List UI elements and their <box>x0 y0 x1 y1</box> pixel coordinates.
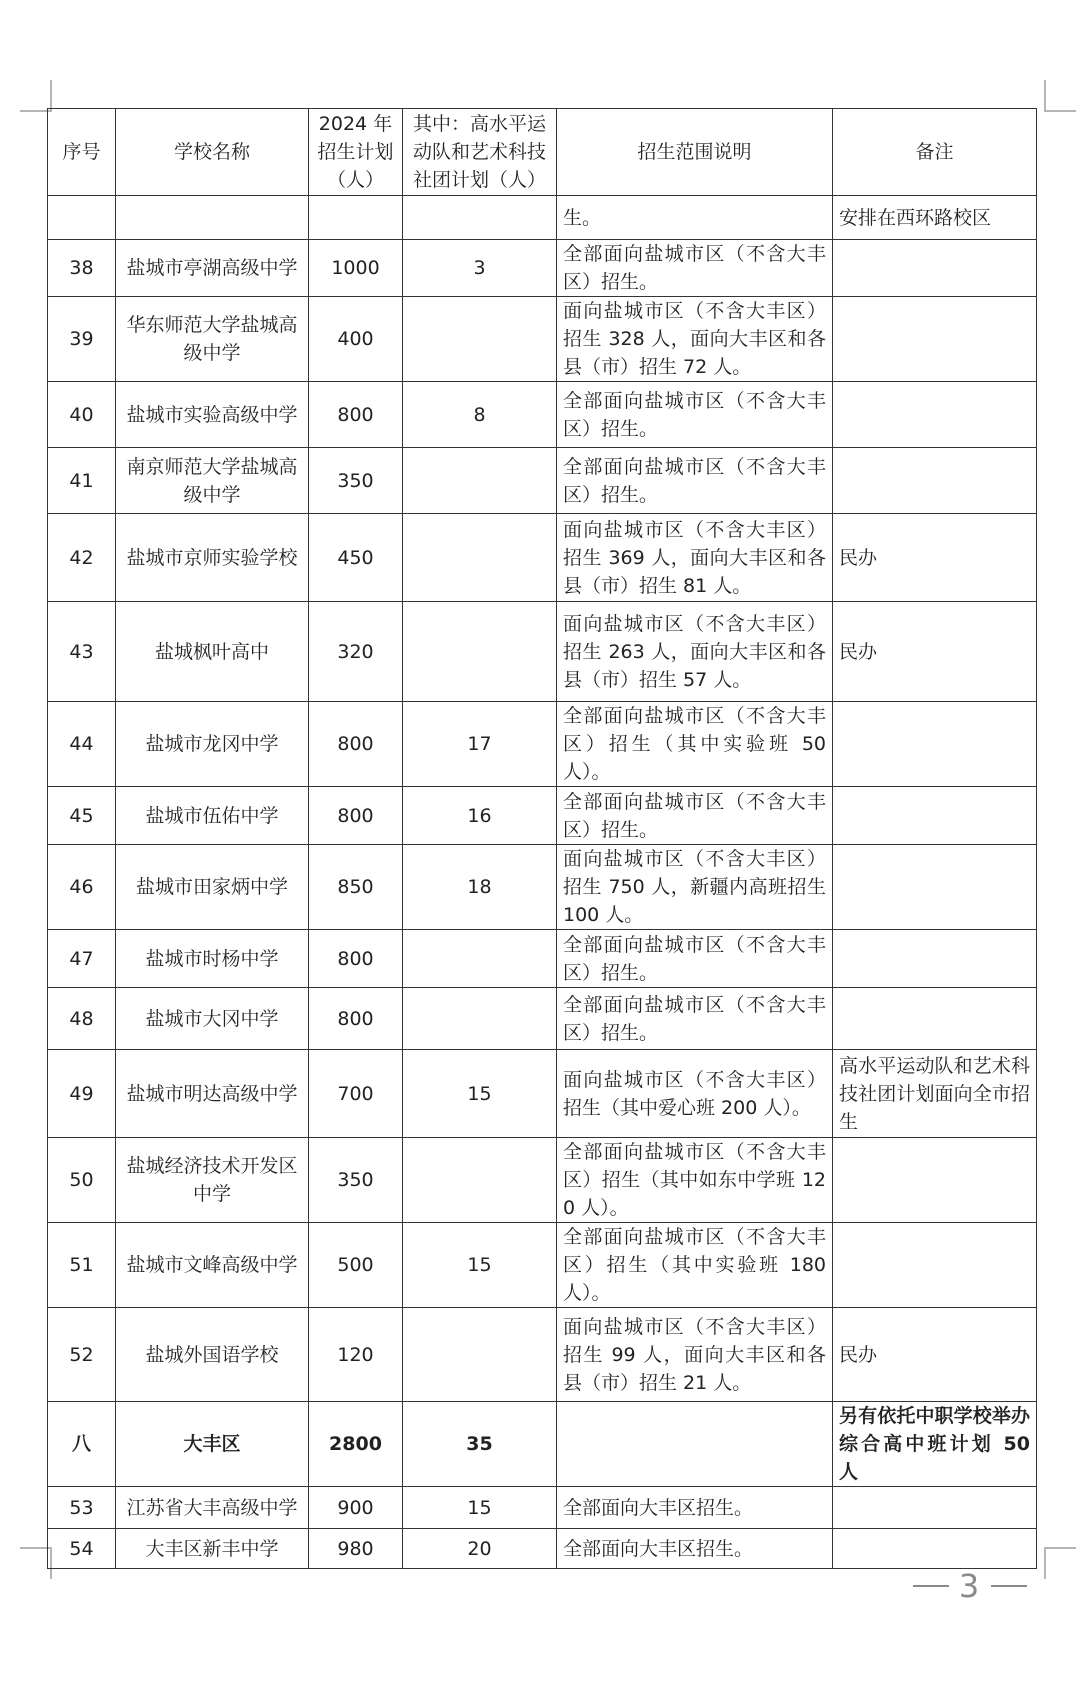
cell-special-plan: 35 <box>403 1402 557 1487</box>
cell-plan: 120 <box>309 1308 403 1402</box>
table-row <box>48 930 1037 988</box>
table-row <box>48 1308 1037 1402</box>
cell-plan: 850 <box>309 845 403 930</box>
table-row <box>48 602 1037 702</box>
cell-school-name: 盐城市时杨中学 <box>116 930 309 988</box>
cell-seq <box>48 196 116 240</box>
cell-scope: 全部面向盐城市区（不含大丰区）招生。 <box>557 448 833 514</box>
cell-scope: 面向盐城市区（不含大丰区）招生 750 人，新疆内高班招生 100 人。 <box>557 845 833 930</box>
table-header-row <box>48 109 1037 196</box>
cell-scope: 全部面向盐城市区（不含大丰区）招生。 <box>557 382 833 448</box>
cell-seq: 45 <box>48 787 116 845</box>
cell-note <box>833 382 1037 448</box>
cell-seq: 38 <box>48 240 116 297</box>
cell-note <box>833 1529 1037 1569</box>
header-school-name: 学校名称 <box>116 109 309 196</box>
cell-note <box>833 1223 1037 1308</box>
page-number-dash-right <box>991 1585 1027 1587</box>
cell-scope: 全部面向大丰区招生。 <box>557 1529 833 1569</box>
cell-note <box>833 1487 1037 1529</box>
header-special-plan: 其中：高水平运动队和艺术科技社团计划（人） <box>403 109 557 196</box>
table-row <box>48 196 1037 240</box>
cell-note: 民办 <box>833 514 1037 602</box>
cell-special-plan: 17 <box>403 702 557 787</box>
cell-school-name: 江苏省大丰高级中学 <box>116 1487 309 1529</box>
cell-school-name: 盐城市龙冈中学 <box>116 702 309 787</box>
cell-scope <box>557 1402 833 1487</box>
table-row <box>48 297 1037 382</box>
cell-note <box>833 240 1037 297</box>
cell-plan: 800 <box>309 930 403 988</box>
cell-scope: 面向盐城市区（不含大丰区）招生 99 人，面向大丰区和各县（市）招生 21 人。 <box>557 1308 833 1402</box>
cell-plan: 500 <box>309 1223 403 1308</box>
cell-plan: 1000 <box>309 240 403 297</box>
cell-special-plan <box>403 196 557 240</box>
cell-special-plan: 15 <box>403 1050 557 1138</box>
cell-seq: 八 <box>48 1402 116 1487</box>
cell-seq: 53 <box>48 1487 116 1529</box>
cell-scope: 全部面向盐城市区（不含大丰区）招生（其中实验班 180 人）。 <box>557 1223 833 1308</box>
cell-school-name: 盐城市伍佑中学 <box>116 787 309 845</box>
cell-seq: 39 <box>48 297 116 382</box>
cell-special-plan <box>403 297 557 382</box>
cell-school-name: 盐城市实验高级中学 <box>116 382 309 448</box>
cell-note <box>833 988 1037 1050</box>
cell-note: 安排在西环路校区 <box>833 196 1037 240</box>
table-row <box>48 382 1037 448</box>
table-row <box>48 448 1037 514</box>
table-row <box>48 1529 1037 1569</box>
table-row <box>48 845 1037 930</box>
cell-scope: 生。 <box>557 196 833 240</box>
cell-special-plan: 15 <box>403 1223 557 1308</box>
cell-school-name: 盐城市明达高级中学 <box>116 1050 309 1138</box>
header-note: 备注 <box>833 109 1037 196</box>
cell-note <box>833 845 1037 930</box>
cell-school-name: 盐城市田家炳中学 <box>116 845 309 930</box>
cell-note <box>833 448 1037 514</box>
cell-plan: 800 <box>309 787 403 845</box>
cell-school-name: 南京师范大学盐城高级中学 <box>116 448 309 514</box>
cell-note <box>833 702 1037 787</box>
cell-seq: 47 <box>48 930 116 988</box>
cell-plan: 980 <box>309 1529 403 1569</box>
cell-note <box>833 297 1037 382</box>
cell-plan <box>309 196 403 240</box>
cell-scope: 全部面向盐城市区（不含大丰区）招生（其中如东中学班 120 人）。 <box>557 1138 833 1223</box>
cell-school-name: 大丰区 <box>116 1402 309 1487</box>
cell-school-name: 盐城市大冈中学 <box>116 988 309 1050</box>
cell-school-name: 华东师范大学盐城高级中学 <box>116 297 309 382</box>
cell-school-name: 盐城枫叶高中 <box>116 602 309 702</box>
cell-plan: 900 <box>309 1487 403 1529</box>
cell-seq: 43 <box>48 602 116 702</box>
cell-note: 民办 <box>833 1308 1037 1402</box>
cell-special-plan: 3 <box>403 240 557 297</box>
cell-scope: 全部面向大丰区招生。 <box>557 1487 833 1529</box>
cell-scope: 全部面向盐城市区（不含大丰区）招生。 <box>557 240 833 297</box>
cell-seq: 42 <box>48 514 116 602</box>
cell-scope: 面向盐城市区（不含大丰区）招生 263 人，面向大丰区和各县（市）招生 57 人。 <box>557 602 833 702</box>
cell-school-name: 盐城经济技术开发区中学 <box>116 1138 309 1223</box>
table-row <box>48 787 1037 845</box>
cell-scope: 面向盐城市区（不含大丰区）招生 369 人，面向大丰区和各县（市）招生 81 人。 <box>557 514 833 602</box>
cell-scope: 全部面向盐城市区（不含大丰区）招生。 <box>557 988 833 1050</box>
table-row <box>48 1223 1037 1308</box>
cell-school-name: 盐城市京师实验学校 <box>116 514 309 602</box>
cell-plan: 700 <box>309 1050 403 1138</box>
cell-scope: 全部面向盐城市区（不含大丰区）招生（其中实验班 50 人）。 <box>557 702 833 787</box>
table-row <box>48 1487 1037 1529</box>
header-scope: 招生范围说明 <box>557 109 833 196</box>
cell-school-name: 大丰区新丰中学 <box>116 1529 309 1569</box>
table-row <box>48 1402 1037 1487</box>
enrollment-plan-table <box>47 108 1037 1569</box>
cell-seq: 44 <box>48 702 116 787</box>
cell-scope: 全部面向盐城市区（不含大丰区）招生。 <box>557 930 833 988</box>
cell-school-name: 盐城市亭湖高级中学 <box>116 240 309 297</box>
cell-plan: 350 <box>309 1138 403 1223</box>
cell-plan: 320 <box>309 602 403 702</box>
cell-plan: 2800 <box>309 1402 403 1487</box>
cell-special-plan <box>403 448 557 514</box>
cell-school-name: 盐城市文峰高级中学 <box>116 1223 309 1308</box>
page-number-dash-left <box>913 1585 949 1587</box>
crop-mark-top-right <box>1044 80 1076 112</box>
cell-note <box>833 787 1037 845</box>
table-row <box>48 1050 1037 1138</box>
cell-special-plan: 15 <box>403 1487 557 1529</box>
cell-plan: 350 <box>309 448 403 514</box>
header-plan: 2024 年招生计划（人） <box>309 109 403 196</box>
cell-seq: 49 <box>48 1050 116 1138</box>
cell-plan: 800 <box>309 988 403 1050</box>
cell-seq: 40 <box>48 382 116 448</box>
cell-special-plan <box>403 1138 557 1223</box>
cell-special-plan: 8 <box>403 382 557 448</box>
cell-note: 另有依托中职学校举办综合高中班计划 50 人 <box>833 1402 1037 1487</box>
cell-special-plan: 20 <box>403 1529 557 1569</box>
header-seq: 序号 <box>48 109 116 196</box>
cell-seq: 41 <box>48 448 116 514</box>
cell-special-plan <box>403 514 557 602</box>
table-row <box>48 988 1037 1050</box>
cell-scope: 面向盐城市区（不含大丰区）招生（其中爱心班 200 人）。 <box>557 1050 833 1138</box>
cell-special-plan <box>403 602 557 702</box>
cell-special-plan <box>403 988 557 1050</box>
page-number-value: 3 <box>958 1567 982 1605</box>
cell-plan: 450 <box>309 514 403 602</box>
page-number <box>910 1565 1030 1605</box>
cell-seq: 48 <box>48 988 116 1050</box>
table-row <box>48 1138 1037 1223</box>
crop-mark-bottom-right <box>1044 1547 1076 1579</box>
cell-plan: 400 <box>309 297 403 382</box>
table-row <box>48 702 1037 787</box>
cell-note: 民办 <box>833 602 1037 702</box>
cell-seq: 46 <box>48 845 116 930</box>
cell-special-plan <box>403 930 557 988</box>
cell-special-plan: 18 <box>403 845 557 930</box>
table-row <box>48 514 1037 602</box>
cell-seq: 51 <box>48 1223 116 1308</box>
cell-scope: 面向盐城市区（不含大丰区）招生 328 人，面向大丰区和各县（市）招生 72 人。 <box>557 297 833 382</box>
cell-special-plan <box>403 1308 557 1402</box>
cell-note <box>833 930 1037 988</box>
cell-special-plan: 16 <box>403 787 557 845</box>
cell-school-name <box>116 196 309 240</box>
cell-scope: 全部面向盐城市区（不含大丰区）招生。 <box>557 787 833 845</box>
cell-seq: 52 <box>48 1308 116 1402</box>
table-row <box>48 240 1037 297</box>
cell-seq: 54 <box>48 1529 116 1569</box>
cell-plan: 800 <box>309 702 403 787</box>
cell-note: 高水平运动队和艺术科技社团计划面向全市招生 <box>833 1050 1037 1138</box>
cell-note <box>833 1138 1037 1223</box>
cell-seq: 50 <box>48 1138 116 1223</box>
cell-plan: 800 <box>309 382 403 448</box>
cell-school-name: 盐城外国语学校 <box>116 1308 309 1402</box>
